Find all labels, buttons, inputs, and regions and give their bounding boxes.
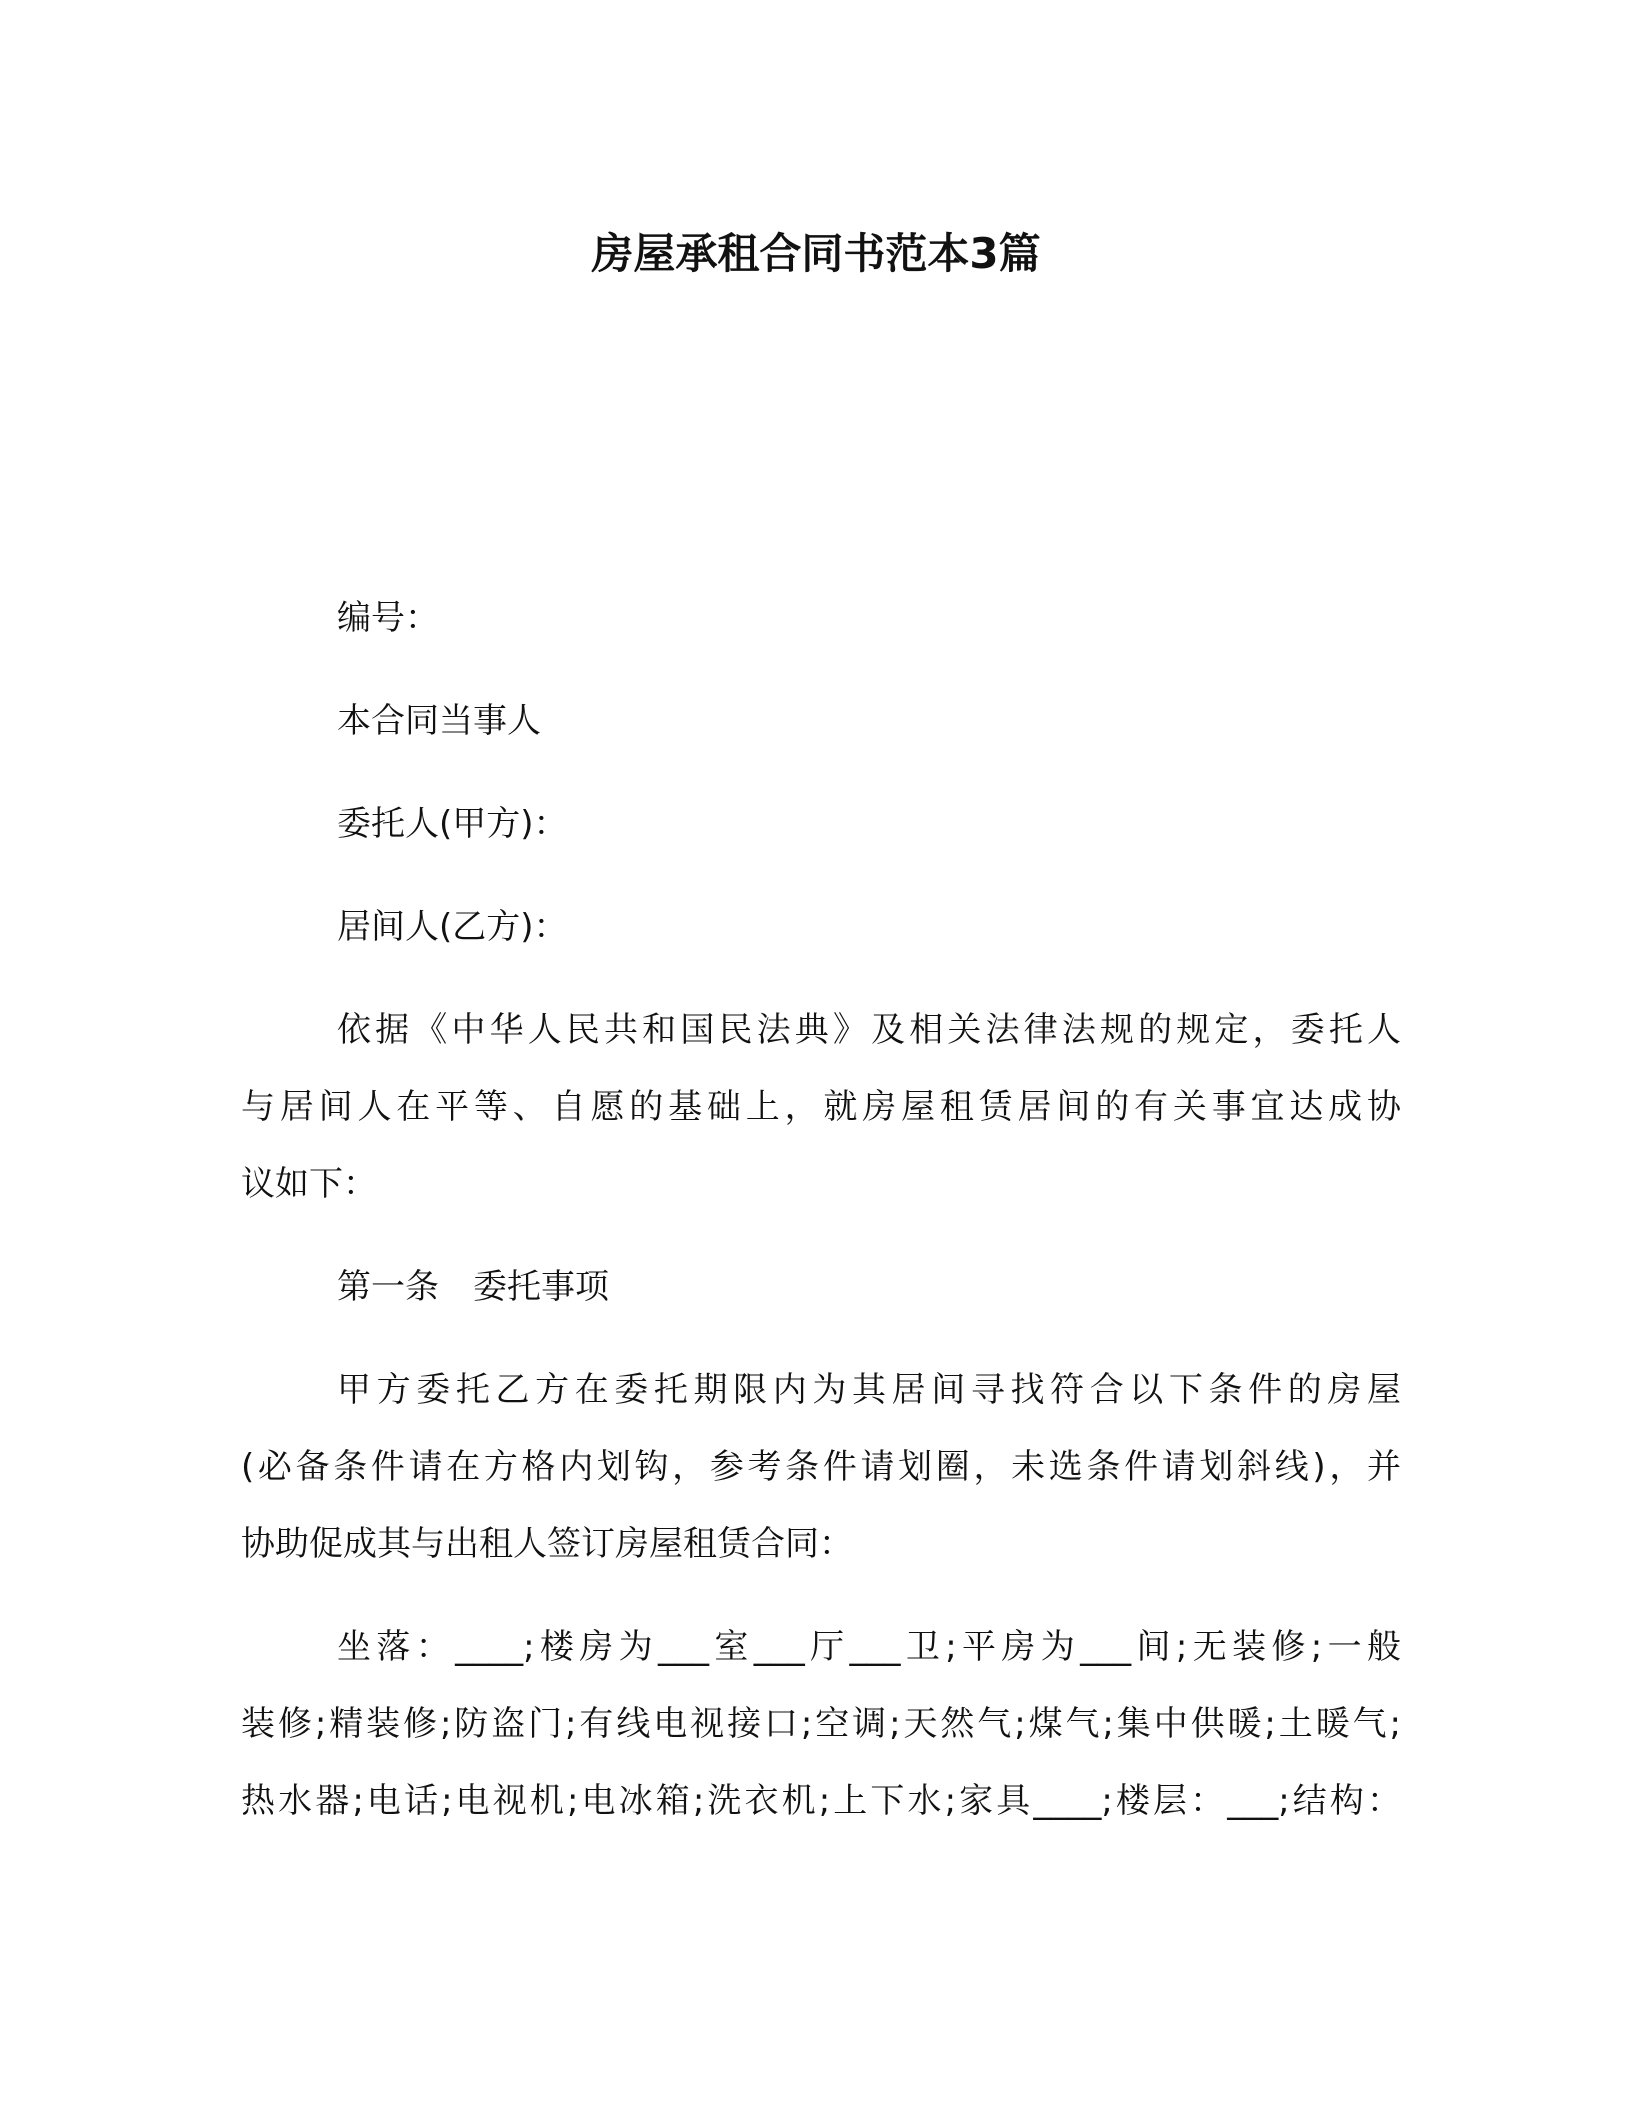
preamble-line-1: 依据《中华人民共和国民法典》及相关法律法规的规定，委托人	[337, 1010, 1401, 1050]
property-conditions-line-3: 热水器;电话;电视机;电冰箱;洗衣机;上下水;家具____;楼层：___;结构：	[241, 1781, 1401, 1821]
property-conditions-line-2: 装修;精装修;防盗门;有线电视接口;空调;天然气;煤气;集中供暖;土暖气;	[241, 1704, 1401, 1744]
article-1-line-1: 甲方委托乙方在委托期限内为其居间寻找符合以下条件的房屋	[337, 1370, 1401, 1410]
article-1-line-3: 协助促成其与出租人签订房屋租赁合同：	[241, 1524, 853, 1564]
party-b-label: 居间人(乙方)：	[337, 907, 568, 947]
contract-number-label: 编号：	[337, 598, 439, 638]
party-a-label: 委托人(甲方)：	[337, 804, 568, 844]
article-1-line-2: (必备条件请在方格内划钩，参考条件请划圈，未选条件请划斜线)，并	[241, 1447, 1401, 1487]
article-1-heading: 第一条 委托事项	[337, 1267, 609, 1307]
property-conditions-line-1: 坐落：____;楼房为___室___厅___卫;平房为___间;无装修;一般	[337, 1627, 1401, 1667]
document-title: 房屋承租合同书范本3篇	[591, 229, 1041, 278]
preamble-line-3: 议如下：	[241, 1164, 377, 1204]
parties-heading: 本合同当事人	[337, 701, 541, 741]
preamble-line-2: 与居间人在平等、自愿的基础上，就房屋租赁居间的有关事宜达成协	[241, 1087, 1401, 1127]
